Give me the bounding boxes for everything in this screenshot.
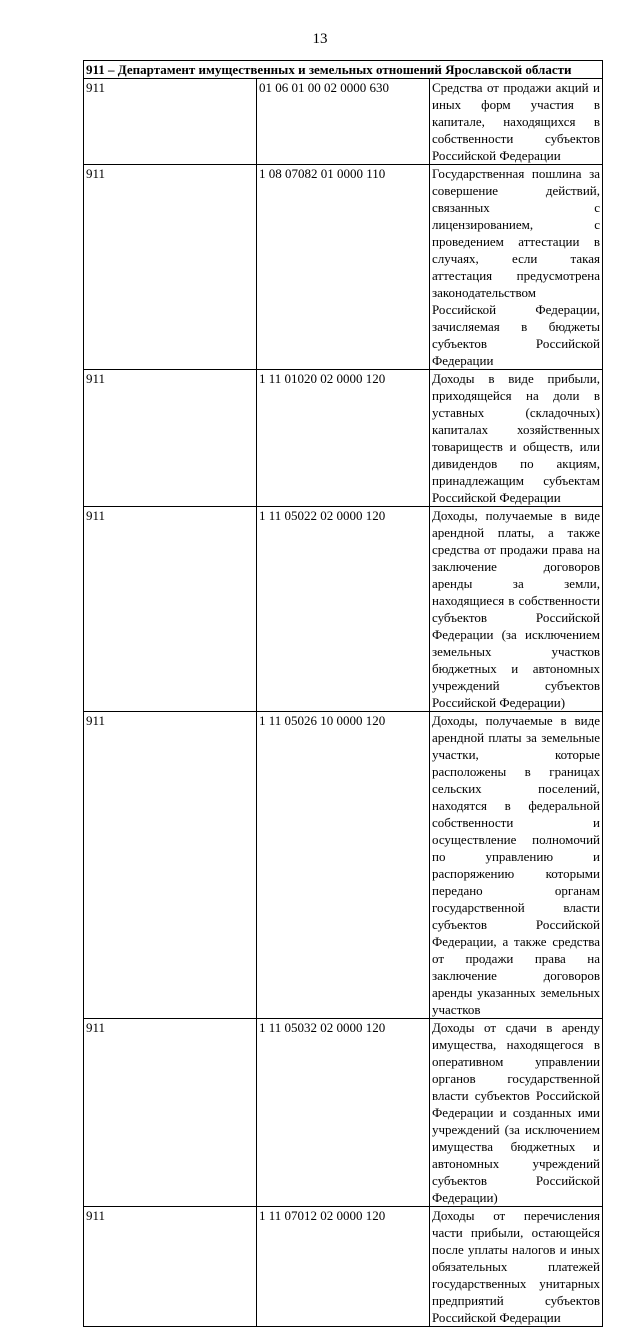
description-cell: Доходы, получаемые в виде арендной платы, а также средства от продажи права на заключение договоров аренды за земли, находящиеся в собственности субъектов Российской Федерации (за исключением земельных участков бюджетных и автономных учреждений субъектов Российской Федерации)	[430, 507, 603, 712]
table-row	[84, 79, 603, 165]
description-cell: Государственная пошлина за совершение действий, связанных с лицензированием, с проведением аттестации в случаях, если такая аттестация предусмотрена законодательством Российской Федерации, зачисляемая в бюджеты субъектов Российской Федерации	[430, 165, 603, 370]
table-row	[84, 712, 603, 1019]
admin-code-cell: 911	[84, 370, 257, 507]
kbk-code-cell: 1 11 05022 02 0000 120	[257, 507, 430, 712]
kbk-code-cell: 01 06 01 00 02 0000 630	[257, 79, 430, 165]
kbk-code-cell: 1 08 07082 01 0000 110	[257, 165, 430, 370]
table-row	[84, 165, 603, 370]
admin-code-cell: 911	[84, 165, 257, 370]
page-number: 13	[312, 31, 328, 47]
kbk-code-cell: 1 11 05032 02 0000 120	[257, 1019, 430, 1207]
table-row	[84, 1207, 603, 1327]
admin-code-cell: 911	[84, 712, 257, 1019]
kbk-code-cell: 1 11 05026 10 0000 120	[257, 712, 430, 1019]
description-cell: Доходы от перечисления части прибыли, остающейся после уплаты налогов и иных обязательных платежей государственных унитарных предприятий субъектов Российской Федерации	[430, 1207, 603, 1327]
admin-code-cell: 911	[84, 1019, 257, 1207]
table-row	[84, 507, 603, 712]
description-cell: Доходы, получаемые в виде арендной платы за земельные участки, которые расположены в границах сельских поселений, находятся в федеральной собственности и осуществление полномочий по управлению и распоряжению которыми передано органам государственной власти субъектов Российской Федерации, а также средства от продажи права на заключение договоров аренды указанных земельных участков	[430, 712, 603, 1019]
admin-code-cell: 911	[84, 79, 257, 165]
description-cell: Доходы от сдачи в аренду имущества, находящегося в оперативном управлении органов государственной власти субъектов Российской Федерации и созданных ими учреждений (за исключением имущества бюджетных и автономных учреждений субъектов Российской Федерации)	[430, 1019, 603, 1207]
description-cell: Средства от продажи акций и иных форм участия в капитале, находящихся в собственности субъектов Российской Федерации	[430, 79, 603, 165]
admin-code-cell: 911	[84, 1207, 257, 1327]
admin-code-cell: 911	[84, 507, 257, 712]
table-header-row	[84, 61, 603, 79]
kbk-code-cell: 1 11 01020 02 0000 120	[257, 370, 430, 507]
table-row	[84, 370, 603, 507]
revenue-classification-table	[83, 60, 603, 1327]
department-header: 911 – Департамент имущественных и земельных отношений Ярославской области	[84, 61, 603, 79]
table-row	[84, 1019, 603, 1207]
kbk-code-cell: 1 11 07012 02 0000 120	[257, 1207, 430, 1327]
description-cell: Доходы в виде прибыли, приходящейся на доли в уставных (складочных) капиталах хозяйственных товариществ и обществ, или дивидендов по акциям, принадлежащим субъектам Российской Федерации	[430, 370, 603, 507]
